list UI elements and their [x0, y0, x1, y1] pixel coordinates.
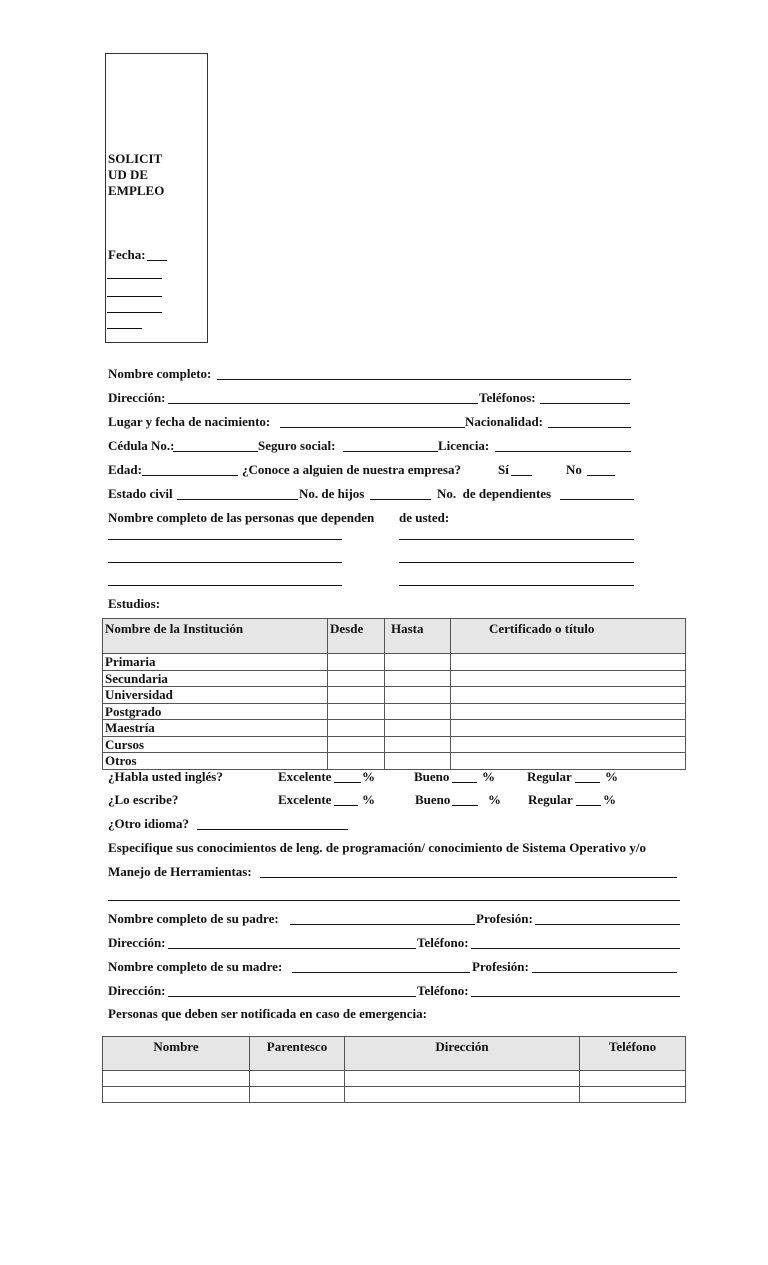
madre-label: Nombre completo de su madre:	[108, 959, 283, 974]
manejo-field[interactable]	[260, 877, 677, 878]
cedula-label: Cédula No.:	[108, 438, 175, 453]
table-header-row	[103, 1037, 686, 1071]
desde-cell[interactable]	[328, 670, 385, 687]
fecha-blank[interactable]	[107, 296, 162, 297]
row-label: Cursos	[103, 736, 328, 753]
direccion-cell[interactable]	[345, 1071, 580, 1087]
hasta-cell[interactable]	[385, 670, 451, 687]
fecha-blank[interactable]	[147, 260, 167, 261]
padre-field[interactable]	[290, 924, 475, 925]
table-row	[103, 720, 686, 737]
dependiente-field[interactable]	[399, 539, 634, 540]
hijos-label: No. de hijos	[299, 486, 365, 501]
edad-label: Edad:	[108, 462, 142, 477]
si-field[interactable]	[511, 475, 532, 476]
table-header-row	[103, 619, 686, 654]
row-label: Maestría	[103, 720, 328, 737]
fecha-blank[interactable]	[107, 278, 162, 279]
table-row	[103, 703, 686, 720]
habla-label: ¿Habla usted inglés?	[108, 769, 223, 784]
escribe-bueno-field[interactable]	[452, 805, 478, 806]
habla-bueno-field[interactable]	[452, 782, 477, 783]
table-row	[103, 670, 686, 687]
row-label: Universidad	[103, 687, 328, 704]
pct: %	[482, 769, 495, 784]
padre-telefono-field[interactable]	[471, 948, 680, 949]
table-row	[103, 736, 686, 753]
conoce-label: ¿Conoce a alguien de nuestra empresa?	[242, 462, 461, 477]
direccion-label: Dirección:	[108, 935, 166, 950]
direccion-label: Dirección:	[108, 390, 166, 405]
desde-cell[interactable]	[328, 687, 385, 704]
dependen-label: Nombre completo de las personas que dependen	[108, 510, 375, 525]
edad-field[interactable]	[142, 475, 238, 476]
no-field[interactable]	[587, 475, 615, 476]
madre-telefono-field[interactable]	[471, 996, 680, 997]
pct: %	[603, 792, 616, 807]
profesion-label: Profesión:	[476, 911, 533, 926]
habla-regular-field[interactable]	[575, 782, 600, 783]
direccion-label: Dirección:	[108, 983, 166, 998]
nombre-label: Nombre completo:	[108, 366, 212, 381]
row-label: Primaria	[103, 654, 328, 671]
estado-civil-label: Estado civil	[108, 486, 173, 501]
seguro-label: Seguro social:	[258, 438, 336, 453]
nacionalidad-field[interactable]	[548, 427, 631, 428]
table-row	[103, 1087, 686, 1103]
dependiente-field[interactable]	[108, 539, 342, 540]
pct: %	[362, 792, 375, 807]
emergencia-label: Personas que deben ser notificada en caso de emergencia:	[108, 1006, 427, 1021]
estudios-label: Estudios:	[108, 596, 161, 611]
padre-profesion-field[interactable]	[535, 924, 680, 925]
dependientes-field[interactable]	[560, 499, 634, 500]
dependiente-field[interactable]	[108, 562, 342, 563]
certificado-cell[interactable]	[451, 703, 686, 720]
fecha-blank[interactable]	[107, 328, 142, 329]
desde-cell[interactable]	[328, 753, 385, 770]
telefono-label: Teléfono:	[417, 935, 469, 950]
hasta-cell[interactable]	[385, 654, 451, 671]
dependiente-field[interactable]	[399, 585, 634, 586]
lugar-fecha-label: Lugar y fecha de nacimiento:	[108, 414, 271, 429]
si-label: Sí	[498, 462, 509, 477]
padre-label: Nombre completo de su padre:	[108, 911, 279, 926]
habla-excelente-field[interactable]	[334, 782, 361, 783]
regular-label: Regular	[528, 792, 573, 807]
pct: %	[488, 792, 501, 807]
table-row	[103, 654, 686, 671]
certificado-cell[interactable]	[451, 720, 686, 737]
telefono-label: Teléfono:	[417, 983, 469, 998]
dependiente-field[interactable]	[108, 585, 342, 586]
table-row	[103, 1071, 686, 1087]
nombre-cell[interactable]	[103, 1071, 250, 1087]
hijos-field[interactable]	[370, 499, 431, 500]
especifique-label: Especifique sus conocimientos de leng. de programación/ conocimiento de Sistema Operativo y/o	[108, 840, 647, 855]
padre-direccion-field[interactable]	[168, 948, 416, 949]
escribe-label: ¿Lo escribe?	[108, 792, 179, 807]
header-institucion: Nombre de la Institución	[103, 619, 328, 654]
row-label: Secundaria	[103, 670, 328, 687]
hasta-cell[interactable]	[385, 753, 451, 770]
profesion-label: Profesión:	[472, 959, 529, 974]
hasta-cell[interactable]	[385, 736, 451, 753]
table-row	[103, 687, 686, 704]
nombre-field[interactable]	[217, 379, 631, 380]
cedula-field[interactable]	[173, 451, 258, 452]
direccion-cell[interactable]	[345, 1087, 580, 1103]
excelente-label: Excelente	[278, 792, 332, 807]
lugar-fecha-field[interactable]	[280, 427, 465, 428]
desde-cell[interactable]	[328, 654, 385, 671]
telefonos-label: Teléfonos:	[479, 390, 536, 405]
hasta-cell[interactable]	[385, 687, 451, 704]
header-telefono: Teléfono	[580, 1037, 686, 1071]
parentesco-cell[interactable]	[250, 1071, 345, 1087]
otro-idioma-label: ¿Otro idioma?	[108, 816, 190, 831]
telefono-cell[interactable]	[580, 1087, 686, 1103]
header-nombre: Nombre	[103, 1037, 250, 1071]
hasta-cell[interactable]	[385, 720, 451, 737]
nombre-cell[interactable]	[103, 1087, 250, 1103]
header-certificado: Certificado o título	[451, 619, 686, 654]
header-desde: Desde	[328, 619, 385, 654]
header-hasta: Hasta	[385, 619, 451, 654]
telefono-cell[interactable]	[580, 1071, 686, 1087]
certificado-cell[interactable]	[451, 736, 686, 753]
certificado-cell[interactable]	[451, 654, 686, 671]
escribe-excelente-field[interactable]	[334, 805, 358, 806]
licencia-field[interactable]	[495, 451, 631, 452]
regular-label: Regular	[527, 769, 572, 784]
row-label: Otros	[103, 753, 328, 770]
dependiente-field[interactable]	[399, 562, 634, 563]
fecha-blank[interactable]	[107, 312, 162, 313]
manejo-label: Manejo de Herramientas:	[108, 864, 252, 879]
certificado-cell[interactable]	[451, 687, 686, 704]
madre-direccion-field[interactable]	[168, 996, 416, 997]
direccion-field[interactable]	[168, 403, 478, 404]
dependientes-label: No. de dependientes	[437, 486, 552, 501]
emergency-table	[102, 1036, 686, 1103]
madre-field[interactable]	[292, 972, 470, 973]
excelente-label: Excelente	[278, 769, 332, 784]
title-line: UD DE	[108, 167, 149, 182]
parentesco-cell[interactable]	[250, 1087, 345, 1103]
pct: %	[605, 769, 618, 784]
hasta-cell[interactable]	[385, 703, 451, 720]
telefonos-field[interactable]	[540, 403, 630, 404]
otro-idioma-field[interactable]	[197, 829, 348, 830]
no-label: No	[566, 462, 582, 477]
title-box	[105, 53, 208, 343]
desde-cell[interactable]	[328, 736, 385, 753]
manejo-field-extra[interactable]	[108, 900, 680, 901]
madre-profesion-field[interactable]	[532, 972, 677, 973]
row-label: Postgrado	[103, 703, 328, 720]
de-usted-label: de usted:	[399, 510, 450, 525]
certificado-cell[interactable]	[451, 753, 686, 770]
fecha-label: Fecha:	[108, 247, 146, 262]
title-line: SOLICIT	[108, 151, 163, 166]
licencia-label: Licencia:	[438, 438, 490, 453]
bueno-label: Bueno	[415, 792, 451, 807]
pct: %	[362, 769, 375, 784]
estado-civil-field[interactable]	[177, 499, 298, 500]
table-row	[103, 753, 686, 770]
escribe-regular-field[interactable]	[576, 805, 601, 806]
seguro-field[interactable]	[343, 451, 438, 452]
bueno-label: Bueno	[414, 769, 450, 784]
desde-cell[interactable]	[328, 703, 385, 720]
education-table	[102, 618, 686, 770]
certificado-cell[interactable]	[451, 670, 686, 687]
header-parentesco: Parentesco	[250, 1037, 345, 1071]
title-line: EMPLEO	[108, 183, 165, 198]
desde-cell[interactable]	[328, 720, 385, 737]
header-direccion: Dirección	[345, 1037, 580, 1071]
nacionalidad-label: Nacionalidad:	[465, 414, 544, 429]
